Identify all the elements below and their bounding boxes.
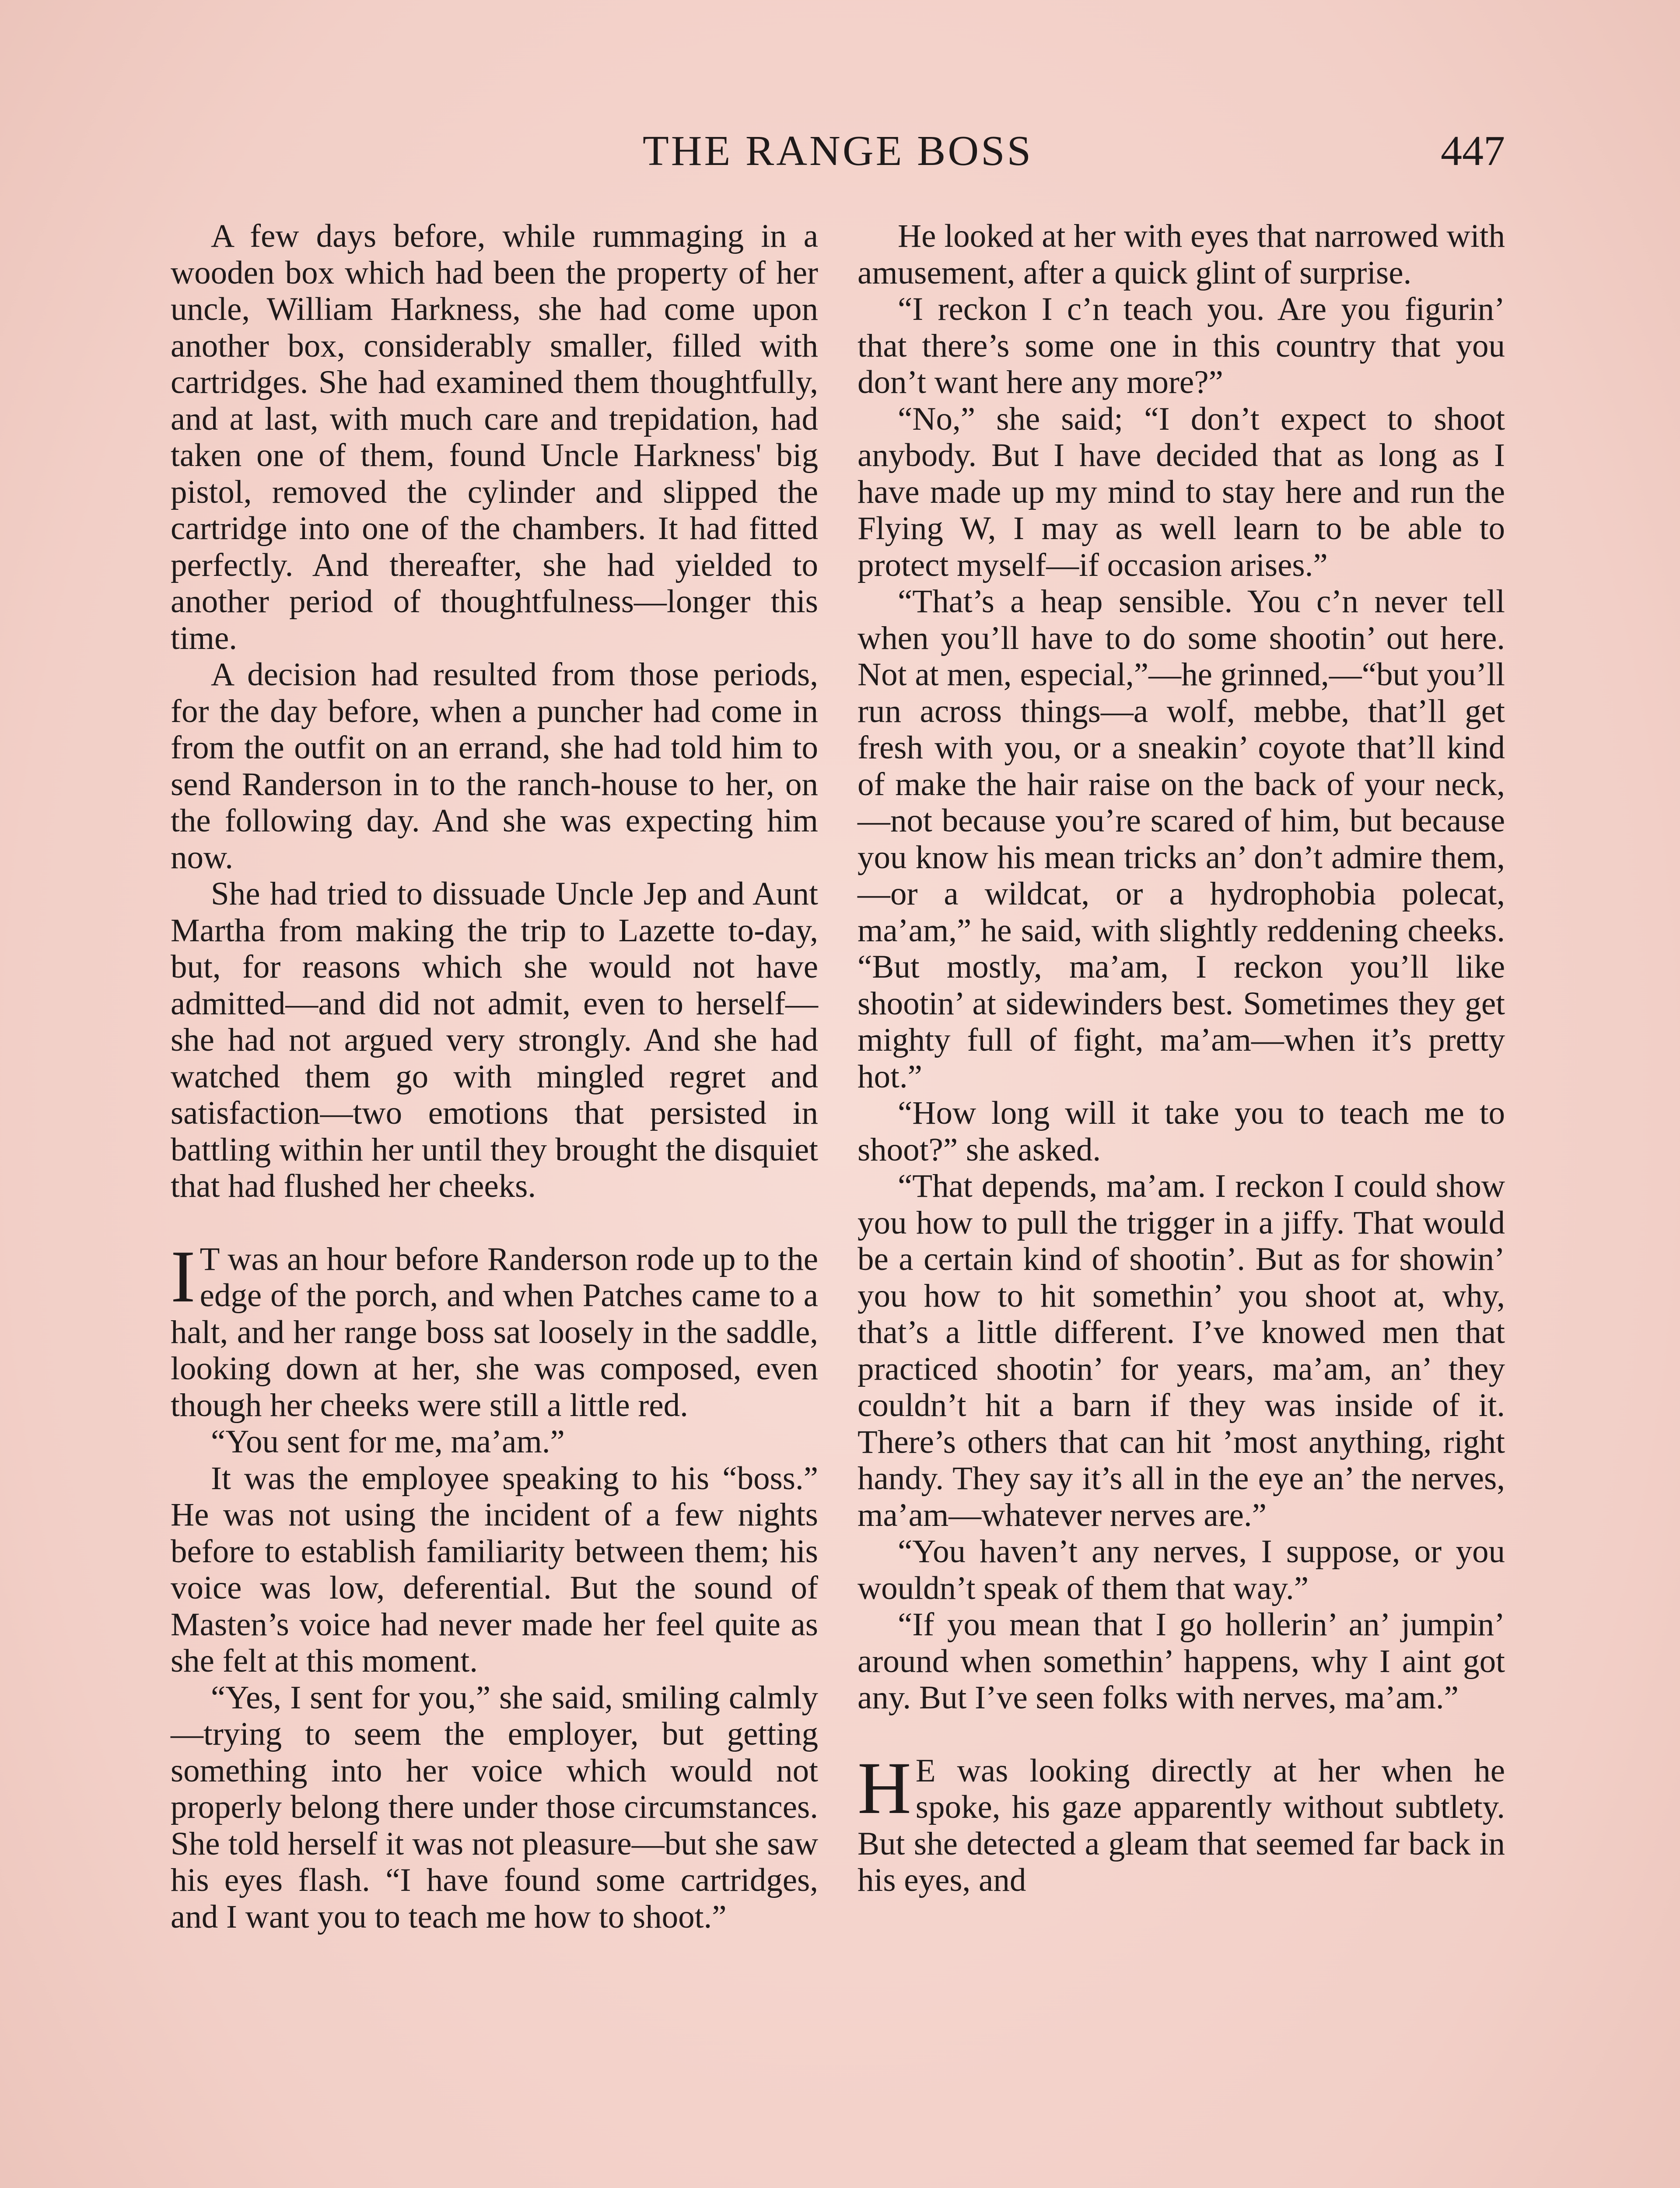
drop-cap: H [858, 1746, 911, 1829]
paragraph: He looked at her with eyes that narrowed with amusement, after a quick glint of surprise. [858, 218, 1505, 291]
paragraph: A few days before, while rummaging in a wooden box which had been the property of her uncle, William Harkness, she had come upon another box, considerably smaller, filled with cartridges. She had examined them thoughtfully, and at last, with much care and trepidation, had taken one of them, found Uncle Harkness' big pistol, removed the cylinder and slipped the cartridge into one of the chambers. It had fitted perfectly. And thereafter, she had yielded to another period of thoughtfulness—longer this time. [171, 218, 818, 656]
paragraph-text: T was an hour before Randerson rode up to the edge of the porch, and when Patches came to a halt, and her range boss sat loosely in the saddle, looking down at her, she was composed, even though her cheeks were still a little red. [171, 1241, 818, 1424]
paragraph: She had tried to dissuade Uncle Jep and Aunt Martha from making the trip to Lazette to-day, but, for reasons which she would not have admitted—and did not admit, even to herself—she had not argued very strongly. And she had watched them go with mingled regret and satisfaction—two emotions that persisted in battling within her until they brought the disquiet that had flushed her cheeks. [171, 876, 818, 1204]
page-header [171, 123, 1505, 179]
left-column [171, 218, 818, 1935]
right-column [858, 218, 1505, 1899]
paragraph: It was the employee speaking to his “boss.” He was not using the incident of a few nights before to establish familiarity between them; his voice was low, deferential. But the sound of Masten’s voice had never made her feel quite as she felt at this moment. [171, 1460, 818, 1679]
paragraph: “If you mean that I go hollerin’ an’ jumpin’ around when somethin’ happens, why I aint got any. But I’ve seen folks with nerves, ma’am.” [858, 1606, 1505, 1716]
paragraph: A decision had resulted from those periods, for the day before, when a puncher had come in from the outfit on an errand, she had told him to send Randerson in to the ranch-house to her, on the following day. And she was expecting him now. [171, 656, 818, 876]
section-break [171, 1205, 818, 1241]
drop-cap: I [171, 1235, 196, 1318]
paragraph: “I reckon I c’n teach you. Are you figurin’ that there’s some one in this country that you don’t want here any more?” [858, 291, 1505, 400]
running-head: THE RANGE BOSS [642, 127, 1033, 175]
section-break [858, 1716, 1505, 1753]
paragraph-text: E was looking directly at her when he spoke, his gaze apparently without subtlety. But she detected a gleam that seemed far back in his eyes, and [858, 1752, 1505, 1898]
section-opening-paragraph [171, 1235, 818, 1424]
paragraph: “That’s a heap sensible. You c’n never tell when you’ll have to do some shootin’ out here. Not at men, especial,”—he grinned,—“but you’ll run across things—a wolf, mebbe, that’ll get fresh with you, or a sneakin’ coyote that’ll kind of make the hair raise on the back of your neck,—not because you’re scared of him, but because you know his mean tricks an’ don’t admire them,—or a wildcat, or a hydrophobia polecat, ma’am,” he said, with slightly reddening cheeks. “But mostly, ma’am, I reckon you’ll like shootin’ at sidewinders best. Sometimes they get mighty full of fight, ma’am—when it’s pretty hot.” [858, 583, 1505, 1095]
section-opening-paragraph [858, 1746, 1505, 1899]
paragraph: “No,” she said; “I don’t expect to shoot anybody. But I have decided that as long as I have made up my mind to stay here and run the Flying W, I may as well learn to be able to protect myself—if occasion arises.” [858, 400, 1505, 583]
paragraph: “You haven’t any nerves, I suppose, or you wouldn’t speak of them that way.” [858, 1533, 1505, 1606]
page-number: 447 [1441, 127, 1505, 175]
paragraph: “You sent for me, ma’am.” [211, 1424, 565, 1460]
paragraph: “That depends, ma’am. I reckon I could show you how to pull the trigger in a jiffy. That would be a certain kind of shootin’. But as for showin’ you how to hit somethin’ you shoot at, why, that’s a little different. I’ve knowed men that practiced shootin’ for years, ma’am, an’ they couldn’t hit a barn if they was inside of it. There’s others that can hit ’most anything, right handy. They say it’s all in the eye an’ the nerves, ma’am—whatever nerves are.” [858, 1168, 1505, 1533]
paragraph: “Yes, I sent for you,” she said, smiling calmly—trying to seem the employer, but getting something into her voice which would not properly belong there under those circumstances. She told herself it was not pleasure—but she saw his eyes flash. “I have found some cartridges, and I want you to teach me how to shoot.” [171, 1679, 818, 1935]
paragraph: “How long will it take you to teach me to shoot?” she asked. [858, 1095, 1505, 1168]
